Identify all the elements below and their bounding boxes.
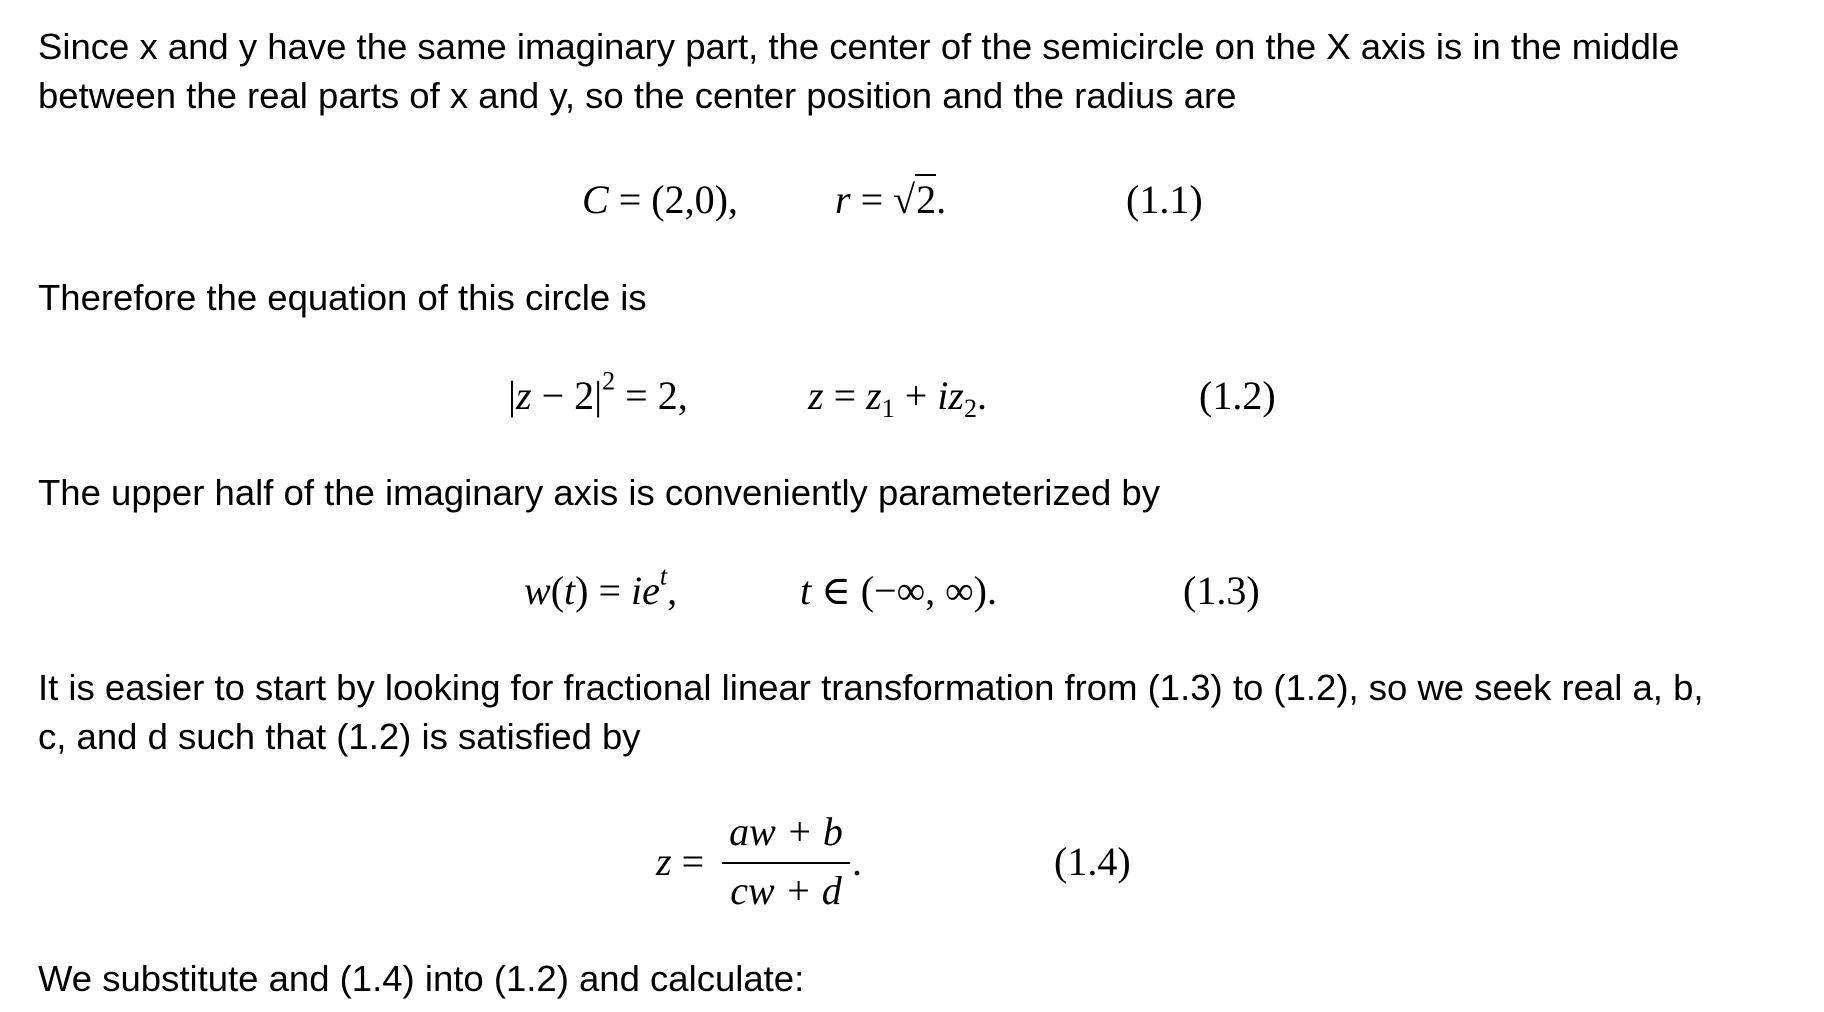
subscript-1: 1 bbox=[881, 393, 895, 423]
comma: , bbox=[667, 568, 678, 613]
t-variable: t bbox=[800, 568, 812, 613]
radius-variable: r bbox=[835, 177, 851, 222]
radius-period: . bbox=[936, 177, 947, 222]
equals: = bbox=[588, 568, 632, 613]
subscript-2: 2 bbox=[963, 393, 977, 423]
equation-1-1-radius bbox=[835, 176, 946, 224]
equation-number-1-4: (1.4) bbox=[1054, 839, 1131, 884]
plus: + bbox=[894, 373, 938, 418]
minus-two: − 2| bbox=[531, 373, 603, 418]
fraction-period: . bbox=[852, 839, 862, 884]
paragraph-3: The upper half of the imaginary axis is conveniently parameterized by bbox=[38, 472, 1160, 513]
z-variable: z bbox=[808, 373, 824, 418]
fraction-bar bbox=[722, 862, 850, 864]
center-value: = (2,0), bbox=[608, 177, 738, 222]
paragraph-4-line-1: It is easier to start by looking for fractional linear transformation from (1.3) to (1.2), so we seek real a, b, bbox=[38, 667, 1704, 708]
w-variable: w bbox=[524, 568, 551, 613]
equals: = bbox=[671, 839, 705, 884]
equation-1-1-center bbox=[582, 176, 738, 224]
z-variable: z bbox=[656, 839, 672, 884]
equation-number-1-3: (1.3) bbox=[1183, 568, 1260, 613]
exponent: 2 bbox=[602, 366, 616, 396]
radicand: 2 bbox=[915, 174, 936, 222]
paragraph-2: Therefore the equation of this circle is bbox=[38, 277, 647, 318]
sqrt-expression bbox=[893, 176, 936, 224]
equation-1-3-domain bbox=[800, 567, 997, 615]
equation-number-1-1: (1.1) bbox=[1126, 177, 1203, 222]
paren-close: ) bbox=[575, 568, 589, 613]
abs-open: | bbox=[508, 373, 517, 418]
paragraph-1-line-2: between the real parts of x and y, so the center position and the radius are bbox=[38, 75, 1237, 116]
equation-1-2-definition bbox=[808, 372, 987, 423]
equation-number-1-2: (1.2) bbox=[1199, 373, 1276, 418]
paragraph-4-line-2: c, and d such that (1.2) is satisfied by bbox=[38, 716, 641, 757]
sqrt-icon: √ bbox=[893, 177, 916, 222]
fraction-denominator: cw + d bbox=[730, 868, 842, 913]
radius-equals: = bbox=[850, 177, 894, 222]
center-variable: C bbox=[582, 177, 609, 222]
paragraph-5: We substitute and (1.4) into (1.2) and calculate: bbox=[38, 958, 805, 999]
z1-variable: z bbox=[866, 373, 882, 418]
ie-expression: ie bbox=[631, 568, 660, 613]
equals-two: = 2, bbox=[615, 373, 688, 418]
paragraph-1-line-1: Since x and y have the same imaginary part, the center of the semicircle on the X axis is in the middle bbox=[38, 26, 1680, 67]
exponent-t: t bbox=[659, 561, 668, 591]
z-variable: z bbox=[516, 373, 532, 418]
equation-1-4-lhs bbox=[656, 838, 704, 886]
domain-interval: ∈ (−∞, ∞). bbox=[811, 568, 997, 613]
iz-variable: iz bbox=[937, 373, 964, 418]
t-variable: t bbox=[564, 568, 576, 613]
period: . bbox=[976, 373, 987, 418]
equals: = bbox=[823, 373, 867, 418]
paren-open: ( bbox=[550, 568, 565, 613]
equation-1-2-circle bbox=[508, 366, 688, 420]
fraction-numerator: aw + b bbox=[729, 809, 843, 854]
equation-1-3-parameterization bbox=[524, 561, 678, 615]
